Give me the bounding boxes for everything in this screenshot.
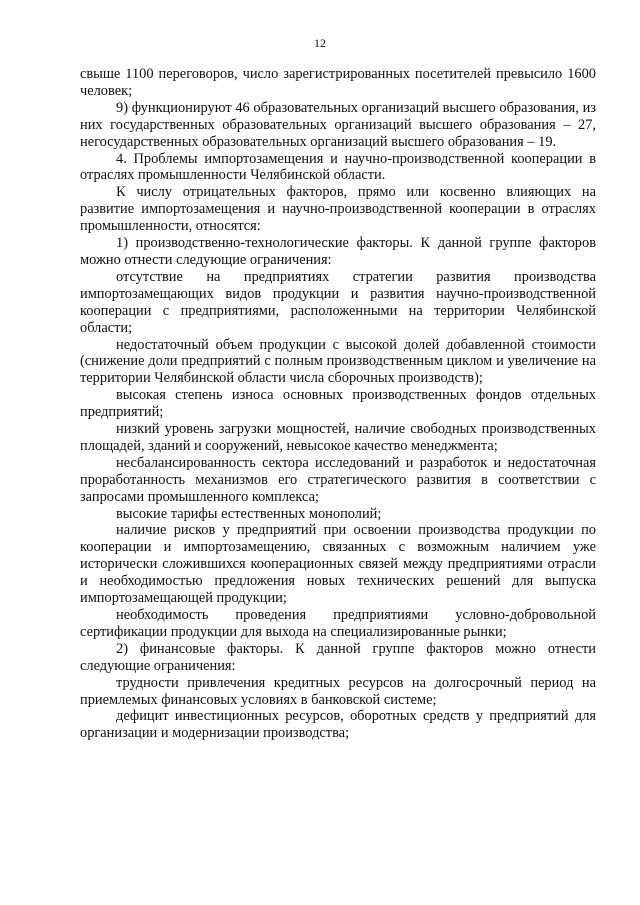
list-item: необходимость проведения предприятиями условно-добровольной сертификации продукции для выхода на специализированные рынки; (80, 607, 596, 640)
list-item: недостаточный объем продукции с высокой долей добавленной стоимости (снижение доли предприятий с полным производственным циклом и увеличение на территории Челябинской области числа сборочных производств); (80, 336, 596, 387)
list-item: 1) производственно-технологические факторы. К данной группе факторов можно отнести следующие ограничения: (80, 235, 596, 268)
page-number: 12 (314, 36, 326, 50)
section-heading: 4. Проблемы импортозамещения и научно-производственной кооперации в отраслях промышленности Челябинской области. (80, 150, 596, 184)
list-item: дефицит инвестиционных ресурсов, оборотных средств у предприятий для организации и модернизации производства; (80, 708, 596, 742)
paragraph: К числу отрицательных факторов, прямо или косвенно влияющих на развитие импортозамещения и научно-производственной кооперации в отраслях промышленности, относятся: (80, 184, 596, 235)
list-item: высокая степень износа основных производственных фондов отдельных предприятий; (80, 387, 596, 421)
paragraph: свыше 1100 переговоров, число зарегистрированных посетителей превысило 1600 человек; (80, 66, 596, 99)
document-body (80, 66, 596, 742)
list-item: несбалансированность сектора исследований и разработок и недостаточная проработанность механизмов его стратегического развития в соответствии с запросами промышленного комплекса; (80, 454, 596, 505)
list-item: отсутствие на предприятиях стратегии развития производства импортозамещающих видов продукции и развития научно-производственной кооперации с предприятиями, расположенными на территории Челябинской области; (80, 268, 596, 336)
paragraph: 9) функционируют 46 образовательных организаций высшего образования, из них государственных образовательных организаций высшего образования – 27, негосударственных образовательных организаций высшего образования – 19. (80, 99, 596, 150)
list-item: трудности привлечения кредитных ресурсов на долгосрочный период на приемлемых финансовых условиях в банковской системе; (80, 674, 596, 708)
list-item: низкий уровень загрузки мощностей, наличие свободных производственных площадей, зданий и сооружений, невысокое качество менеджмента; (80, 421, 596, 454)
list-item: высокие тарифы естественных монополий; (116, 505, 382, 522)
list-item: 2) финансовые факторы. К данной группе факторов можно отнести следующие ограничения: (80, 640, 596, 674)
list-item: наличие рисков у предприятий при освоении производства продукции по кооперации и импортозамещению, связанных с возможным наличием уже исторически сложившихся кооперационных связей между предприятиями отрасли и необходимостью предложения новых технических решений для выпуска импортозамещающей продукции; (80, 522, 596, 607)
